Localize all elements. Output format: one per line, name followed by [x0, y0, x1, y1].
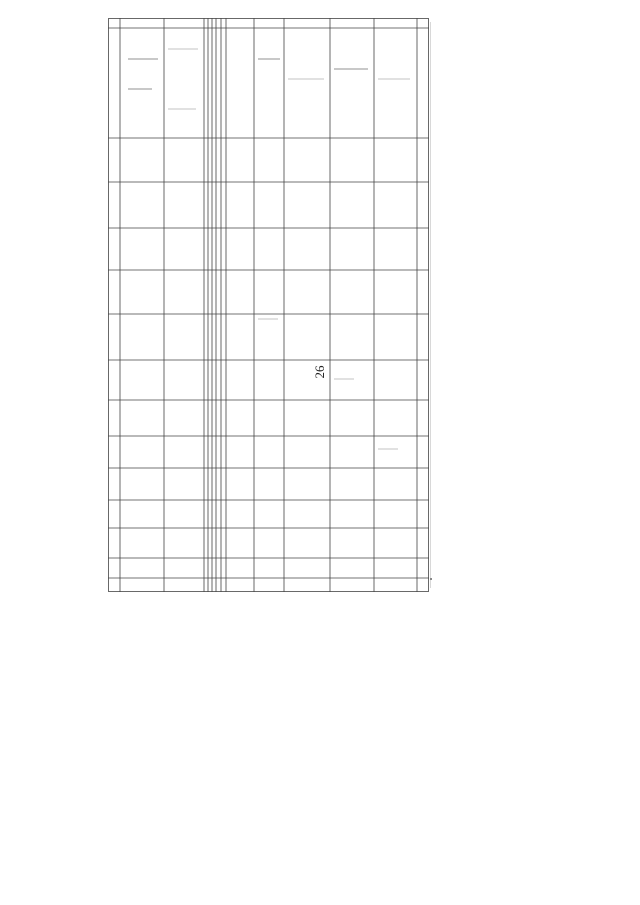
page-corner-mark	[430, 578, 432, 580]
text-smudge	[288, 78, 324, 80]
text-smudge	[168, 48, 198, 50]
text-smudge	[258, 318, 278, 320]
text-smudge	[334, 378, 354, 380]
text-smudge	[378, 448, 398, 450]
page-edge-rule	[430, 22, 431, 588]
page-number: 26	[312, 365, 327, 379]
text-smudge	[128, 58, 158, 60]
rotated-table	[108, 18, 429, 592]
text-smudge	[334, 68, 368, 70]
text-smudge	[168, 108, 196, 110]
illegible-cell-text	[108, 18, 429, 592]
text-smudge	[258, 58, 280, 60]
text-smudge	[128, 88, 152, 90]
text-smudge	[378, 78, 410, 80]
